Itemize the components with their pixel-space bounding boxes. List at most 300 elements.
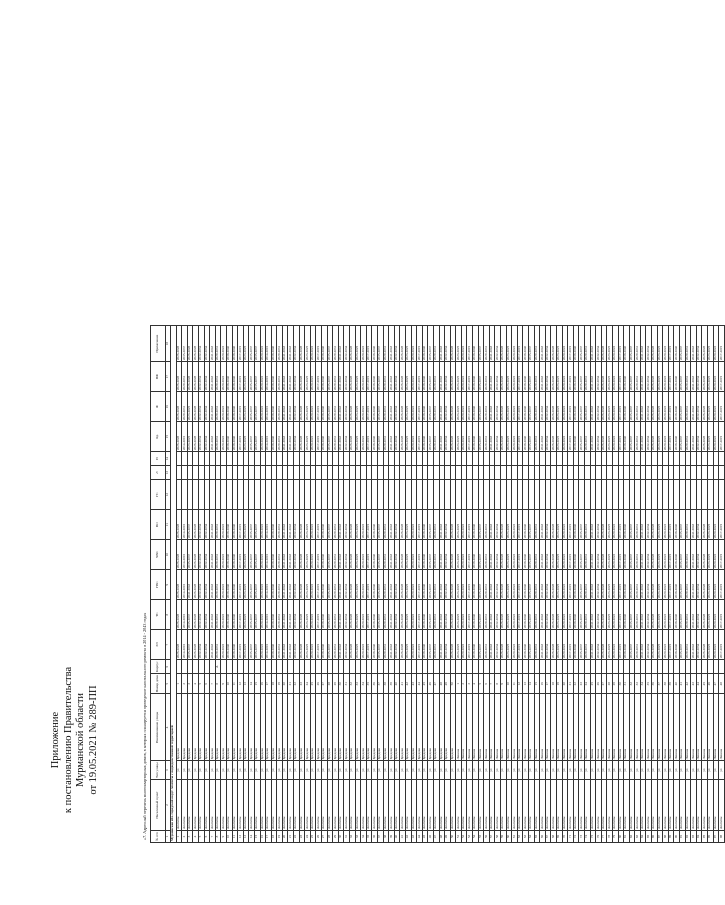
table-cell: 2017-2019 — [517, 326, 523, 362]
table-cell: 2029-2031 — [584, 600, 590, 630]
table-cell: Ленина — [517, 694, 523, 761]
table-cell: 2032-2034 — [344, 326, 350, 362]
table-cell: 2038-2040 — [624, 600, 630, 630]
table-cell: 2038-2040 — [523, 540, 529, 570]
table-cell: 2023-2025 — [506, 510, 512, 540]
table-cell: 31 — [344, 831, 350, 843]
table-cell: Ленина — [573, 694, 579, 761]
table-cell: ул — [629, 761, 635, 780]
table-cell: 2017-2019 — [316, 630, 322, 660]
table-cell: 2026-2028 — [176, 570, 182, 600]
table-cell: 64 — [529, 831, 535, 843]
table-cell: Бредова — [338, 694, 344, 761]
table-cell: 8 — [215, 674, 221, 694]
table-cell: ул — [635, 761, 641, 780]
table-cell: 2020-2022 — [663, 362, 669, 392]
table-cell: Бредова — [215, 694, 221, 761]
table-cell: 2023-2025 — [657, 326, 663, 362]
table-cell: 6 — [204, 831, 210, 843]
table-cell: 18 — [271, 674, 277, 694]
table-cell: 43 — [411, 674, 417, 694]
table-cell: 79 — [612, 831, 618, 843]
header-line-4: от 19.05.2021 № 289-ПП — [87, 685, 99, 795]
table-cell: 2032-2034 — [545, 362, 551, 392]
table-cell: 2029-2031 — [635, 326, 641, 362]
table-cell: 2020-2022 — [310, 362, 316, 392]
table-cell: 2023-2025 — [355, 392, 361, 422]
table-cell: Бредова — [221, 694, 227, 761]
table-cell: 41 — [400, 674, 406, 694]
table-cell: Ленина — [713, 694, 719, 761]
table-cell: 2029-2031 — [635, 600, 641, 630]
table-cell: 62 — [517, 831, 523, 843]
table-cell: 15 — [254, 831, 260, 843]
table-cell: 2035-2037 — [377, 540, 383, 570]
table-cell: 2038-2040 — [322, 630, 328, 660]
table-cell: 2020-2022 — [461, 570, 467, 600]
table-cell: 74 — [584, 831, 590, 843]
table-cell: 2020-2022 — [260, 422, 266, 452]
table-cell: 2041-2043 — [288, 422, 294, 452]
table-cell: 2020-2022 — [512, 540, 518, 570]
table-cell: 2020-2022 — [461, 326, 467, 362]
table-cell: 12 — [238, 674, 244, 694]
table-cell: ул — [394, 761, 400, 780]
table-cell: 2035-2037 — [579, 600, 585, 630]
table-cell: 90 — [674, 831, 680, 843]
table-cell: 2035-2037 — [629, 570, 635, 600]
table-cell: ул — [350, 761, 356, 780]
table-cell: 2035-2037 — [428, 392, 434, 422]
table-cell: 2035-2037 — [377, 362, 383, 392]
table-cell: Апатиты — [719, 780, 725, 831]
table-cell: 2026-2028 — [652, 510, 658, 540]
table-cell: 46 — [708, 674, 714, 694]
table-cell: 70 — [562, 831, 568, 843]
table-cell: 2032-2034 — [646, 600, 652, 630]
table-cell: ул — [719, 761, 725, 780]
table-cell: 2035-2037 — [254, 570, 260, 600]
table-cell: Ленина — [635, 694, 641, 761]
table-cell: 2041-2043 — [282, 600, 288, 630]
table-cell: 68 — [551, 831, 557, 843]
table-cell: 2032-2034 — [545, 630, 551, 660]
table-cell: 2029-2031 — [484, 422, 490, 452]
table-cell: 2026-2028 — [193, 600, 199, 630]
table-cell: 2032-2034 — [495, 630, 501, 660]
table-cell: 34 — [640, 674, 646, 694]
table-cell: 2035-2037 — [249, 326, 255, 362]
table-cell: Апатиты — [428, 780, 434, 831]
table-cell: 2023-2025 — [556, 540, 562, 570]
table-cell: 2023-2025 — [708, 422, 714, 452]
table-cell: 2035-2037 — [629, 392, 635, 422]
table-cell: 98 — [719, 831, 725, 843]
table-cell: 33 — [355, 831, 361, 843]
table-cell: 63 — [523, 831, 529, 843]
table-cell: 84 — [640, 831, 646, 843]
table-cell: 2038-2040 — [271, 362, 277, 392]
table-cell: 2020-2022 — [612, 422, 618, 452]
table-cell: 2026-2028 — [702, 362, 708, 392]
table-cell: ул — [456, 761, 462, 780]
table-cell: 2035-2037 — [249, 362, 255, 392]
table-cell: 7 — [210, 831, 216, 843]
table-cell: 2023-2025 — [405, 570, 411, 600]
table-cell: 2035-2037 — [249, 510, 255, 540]
table-cell: 2020-2022 — [411, 326, 417, 362]
table-cell: 10 — [226, 831, 232, 843]
table-cell: 2023-2025 — [506, 570, 512, 600]
table-cell: 12 — [238, 831, 244, 843]
table-cell: 2035-2037 — [529, 392, 535, 422]
table-cell: 2026-2028 — [193, 392, 199, 422]
table-cell: 2035-2037 — [579, 392, 585, 422]
table-cell: 58 — [495, 831, 501, 843]
table-cell: ул — [232, 761, 238, 780]
table-cell: 2038-2040 — [573, 362, 579, 392]
table-cell: ул — [579, 761, 585, 780]
table-cell: 2032-2034 — [344, 392, 350, 422]
table-cell: 2017-2019 — [366, 362, 372, 392]
table-cell: 2041-2043 — [590, 422, 596, 452]
table-cell: 2023-2025 — [607, 392, 613, 422]
table-cell: 2026-2028 — [551, 422, 557, 452]
table-cell: 2017-2019 — [668, 362, 674, 392]
table-cell: ул — [389, 761, 395, 780]
table-cell: 2023-2025 — [305, 326, 311, 362]
table-cell: 2017-2019 — [668, 540, 674, 570]
table-cell: 2020-2022 — [612, 392, 618, 422]
table-cell: ул — [461, 761, 467, 780]
column-header: ВО — [151, 510, 166, 540]
table-cell: Ленина — [467, 694, 473, 761]
table-cell: ул — [450, 761, 456, 780]
table-cell: 2032-2034 — [696, 630, 702, 660]
table-cell: 2026-2028 — [551, 326, 557, 362]
table-cell: Бредова — [249, 694, 255, 761]
table-cell: Ленина — [640, 694, 646, 761]
table-cell: 2041-2043 — [389, 540, 395, 570]
table-cell: Апатиты — [288, 780, 294, 831]
table-cell: ул — [361, 761, 367, 780]
table-cell: 2020-2022 — [612, 600, 618, 630]
table-cell: 2038-2040 — [624, 422, 630, 452]
table-cell: Ленина — [668, 694, 674, 761]
table-cell: 83 — [635, 831, 641, 843]
column-header: Номер дома — [151, 674, 166, 694]
table-cell: 2041-2043 — [489, 510, 495, 540]
table-cell: ул — [198, 761, 204, 780]
table-cell: 5 — [198, 674, 204, 694]
table-cell: 2020-2022 — [612, 630, 618, 660]
table-cell: Апатиты — [461, 780, 467, 831]
table-cell: Апатиты — [674, 780, 680, 831]
table-cell: ул — [428, 761, 434, 780]
table-cell: 2026-2028 — [350, 362, 356, 392]
table-cell: 2023-2025 — [305, 422, 311, 452]
table-cell: 35 — [646, 674, 652, 694]
table-cell: Ленина — [663, 694, 669, 761]
table-cell: 2023-2025 — [355, 510, 361, 540]
table-cell: 2020-2022 — [411, 392, 417, 422]
table-cell: 2026-2028 — [450, 570, 456, 600]
table-cell: 2017-2019 — [366, 570, 372, 600]
table-cell: 2038-2040 — [232, 510, 238, 540]
table-cell: Бредова — [299, 694, 305, 761]
table-cell: 2026-2028 — [652, 326, 658, 362]
table-cell: 2038-2040 — [573, 600, 579, 630]
table-cell: 2041-2043 — [210, 326, 216, 362]
table-cell: Апатиты — [702, 780, 708, 831]
table-cell: ул — [512, 761, 518, 780]
table-cell: 2029-2031 — [534, 326, 540, 362]
table-cell: 37 — [657, 674, 663, 694]
table-cell: 2017-2019 — [517, 540, 523, 570]
table-cell: 73 — [579, 831, 585, 843]
table-cell: 2038-2040 — [271, 570, 277, 600]
table-cell: 2029-2031 — [215, 362, 221, 392]
table-cell: 2026-2028 — [400, 326, 406, 362]
table-cell: 2041-2043 — [540, 362, 546, 392]
table-cell: 2023-2025 — [657, 540, 663, 570]
table-cell: 2038-2040 — [322, 570, 328, 600]
table-cell: 2032-2034 — [344, 600, 350, 630]
table-cell: Ленина — [596, 694, 602, 761]
table-cell: 2035-2037 — [579, 362, 585, 392]
table-cell: ул — [657, 761, 663, 780]
table-cell: Ленина — [584, 694, 590, 761]
table-cell: 2029-2031 — [215, 422, 221, 452]
table-cell: 91 — [680, 831, 686, 843]
table-cell: 2032-2034 — [646, 570, 652, 600]
table-cell: 2020-2022 — [512, 570, 518, 600]
table-cell: 2020-2022 — [663, 392, 669, 422]
table-cell: 2017-2019 — [316, 540, 322, 570]
table-cell: 2038-2040 — [372, 630, 378, 660]
table-cell: 26 — [316, 831, 322, 843]
table-cell: 2041-2043 — [282, 326, 288, 362]
table-cell: 2029-2031 — [215, 510, 221, 540]
table-cell: 2041-2043 — [590, 510, 596, 540]
table-cell: Бредова — [355, 694, 361, 761]
table-cell: Апатиты — [221, 780, 227, 831]
table-cell: 2032-2034 — [696, 600, 702, 630]
table-cell: 2029-2031 — [433, 540, 439, 570]
table-cell: 2041-2043 — [489, 630, 495, 660]
table-cell: 2038-2040 — [523, 422, 529, 452]
table-cell: 2029-2031 — [383, 392, 389, 422]
table-cell: 6 — [204, 674, 210, 694]
table-cell: 2032-2034 — [596, 570, 602, 600]
table-cell: 2026-2028 — [551, 570, 557, 600]
table-cell: 2026-2028 — [601, 326, 607, 362]
table-cell: 2026-2028 — [702, 630, 708, 660]
table-cell: 2032-2034 — [294, 362, 300, 392]
header-line-3: Мурманской области — [75, 692, 86, 788]
table-cell: 2017-2019 — [618, 392, 624, 422]
table-cell: 39 — [389, 674, 395, 694]
table-cell: 2029-2031 — [534, 600, 540, 630]
table-cell: 2041-2043 — [282, 540, 288, 570]
table-cell: 2029-2031 — [215, 392, 221, 422]
table-cell: 89 — [668, 831, 674, 843]
table-cell: 2035-2037 — [629, 362, 635, 392]
table-cell: ул — [640, 761, 646, 780]
table-cell: 59 — [501, 831, 507, 843]
table-cell: 2041-2043 — [590, 326, 596, 362]
table-cell: 30 — [338, 674, 344, 694]
table-cell: 2035-2037 — [579, 422, 585, 452]
table-cell: Апатиты — [350, 780, 356, 831]
table-cell: ул — [288, 761, 294, 780]
table-cell: 2041-2043 — [288, 392, 294, 422]
table-cell: 2032-2034 — [445, 570, 451, 600]
table-cell: 2041-2043 — [439, 630, 445, 660]
table-cell: Апатиты — [405, 780, 411, 831]
table-cell: ул — [282, 761, 288, 780]
table-cell: 2017-2019 — [316, 392, 322, 422]
table-cell: 2032-2034 — [545, 422, 551, 452]
table-cell: Апатиты — [238, 780, 244, 831]
column-header: Кр — [151, 422, 166, 452]
table-cell: 2017-2019 — [568, 570, 574, 600]
table-cell: 2026-2028 — [450, 422, 456, 452]
table-cell: ул — [663, 761, 669, 780]
table-cell: 2020-2022 — [612, 326, 618, 362]
table-cell: 2026-2028 — [193, 510, 199, 540]
table-cell: 2023-2025 — [355, 362, 361, 392]
table-cell: 47 — [713, 674, 719, 694]
table-cell: 2020-2022 — [411, 630, 417, 660]
table-cell: 2041-2043 — [338, 600, 344, 630]
table-cell: 2029-2031 — [433, 600, 439, 630]
table-cell: 4 — [473, 674, 479, 694]
table-cell: 34 — [361, 674, 367, 694]
table-cell: 2032-2034 — [344, 570, 350, 600]
table-cell: Бредова — [182, 694, 188, 761]
table-cell: Апатиты — [657, 780, 663, 831]
table-cell: 2041-2043 — [590, 600, 596, 630]
table-cell: 2032-2034 — [198, 630, 204, 660]
table-cell: 2038-2040 — [674, 326, 680, 362]
table-cell: Апатиты — [271, 780, 277, 831]
table-cell: 2023-2025 — [657, 392, 663, 422]
table-cell: 2026-2028 — [350, 510, 356, 540]
table-cell: 2038-2040 — [573, 630, 579, 660]
table-cell: 4 — [193, 674, 199, 694]
table-cell: Апатиты — [473, 780, 479, 831]
table-cell: 2026-2028 — [193, 630, 199, 660]
table-cell: 40 — [394, 831, 400, 843]
table-cell: 2023-2025 — [607, 326, 613, 362]
table-cell: 2026-2028 — [299, 362, 305, 392]
table-cell: 14 — [529, 674, 535, 694]
table-cell: 2038-2040 — [232, 630, 238, 660]
table-cell: 2029-2031 — [685, 362, 691, 392]
table-cell: 2041-2043 — [282, 570, 288, 600]
table-cell: 2038-2040 — [473, 362, 479, 392]
table-cell: 24 — [584, 674, 590, 694]
table-cell: 2038-2040 — [422, 362, 428, 392]
table-cell: 2035-2037 — [327, 510, 333, 540]
table-cell: 2020-2022 — [713, 540, 719, 570]
table-cell: 66 — [540, 831, 546, 843]
table-cell: 2032-2034 — [445, 326, 451, 362]
table-cell: ул — [646, 761, 652, 780]
table-cell: 2020-2022 — [260, 362, 266, 392]
table-cell: 2035-2037 — [680, 570, 686, 600]
table-cell: 2041-2043 — [282, 362, 288, 392]
table-cell: 2026-2028 — [400, 540, 406, 570]
table-cell: Ленина — [590, 694, 596, 761]
table-cell: 2026-2028 — [400, 362, 406, 392]
table-cell: 2038-2040 — [422, 630, 428, 660]
table-cell: 2026-2028 — [193, 540, 199, 570]
table-cell: 12 — [517, 674, 523, 694]
table-cell: 2017-2019 — [417, 510, 423, 540]
table-cell: 2035-2037 — [629, 422, 635, 452]
table-cell: ул — [489, 761, 495, 780]
table-cell: ул — [333, 761, 339, 780]
table-cell: 2014-2016 — [266, 630, 272, 660]
table-cell: 2041-2043 — [691, 600, 697, 630]
table-cell: 2035-2037 — [249, 570, 255, 600]
table-cell: 2029-2031 — [333, 422, 339, 452]
table-cell: 2029-2031 — [635, 630, 641, 660]
table-cell: 33 — [635, 674, 641, 694]
table-cell: 2032-2034 — [696, 392, 702, 422]
table-cell: 22 — [573, 674, 579, 694]
table-cell: 2017-2019 — [618, 540, 624, 570]
table-cell: 2029-2031 — [433, 362, 439, 392]
table-cell: Ленина — [652, 694, 658, 761]
table-cell: 2023-2025 — [187, 392, 193, 422]
table-cell: Ленина — [523, 694, 529, 761]
table-cell: 60 — [506, 831, 512, 843]
table-cell: 2029-2031 — [383, 540, 389, 570]
table-cell: 2029-2031 — [182, 362, 188, 392]
table-cell: Бредова — [310, 694, 316, 761]
table-cell: Бредова — [204, 694, 210, 761]
table-cell: 2035-2037 — [529, 362, 535, 392]
table-cell: 97 — [713, 831, 719, 843]
table-cell: Бредова — [344, 694, 350, 761]
table-cell: ул — [238, 761, 244, 780]
table-cell: 2023-2025 — [355, 540, 361, 570]
table-cell: 16 — [540, 674, 546, 694]
table-cell: 5 — [198, 831, 204, 843]
table-cell: 2026-2028 — [176, 540, 182, 570]
table-cell: 2041-2043 — [640, 422, 646, 452]
table-cell: 2023-2025 — [243, 392, 249, 422]
table-cell: Апатиты — [607, 780, 613, 831]
table-cell: 2038-2040 — [573, 570, 579, 600]
table-cell: ул — [601, 761, 607, 780]
table-cell: 2017-2019 — [238, 540, 244, 570]
table-cell: 2026-2028 — [551, 540, 557, 570]
table-cell: Ленина — [551, 694, 557, 761]
table-cell: 2023-2025 — [708, 630, 714, 660]
table-cell: 2020-2022 — [663, 510, 669, 540]
table-cell: 2032-2034 — [445, 510, 451, 540]
table-cell: Апатиты — [450, 780, 456, 831]
table-cell: 2041-2043 — [489, 392, 495, 422]
table-cell: 2017-2019 — [238, 570, 244, 600]
table-cell: ул — [517, 761, 523, 780]
table-cell: 85 — [646, 831, 652, 843]
table-cell: Ленина — [657, 694, 663, 761]
